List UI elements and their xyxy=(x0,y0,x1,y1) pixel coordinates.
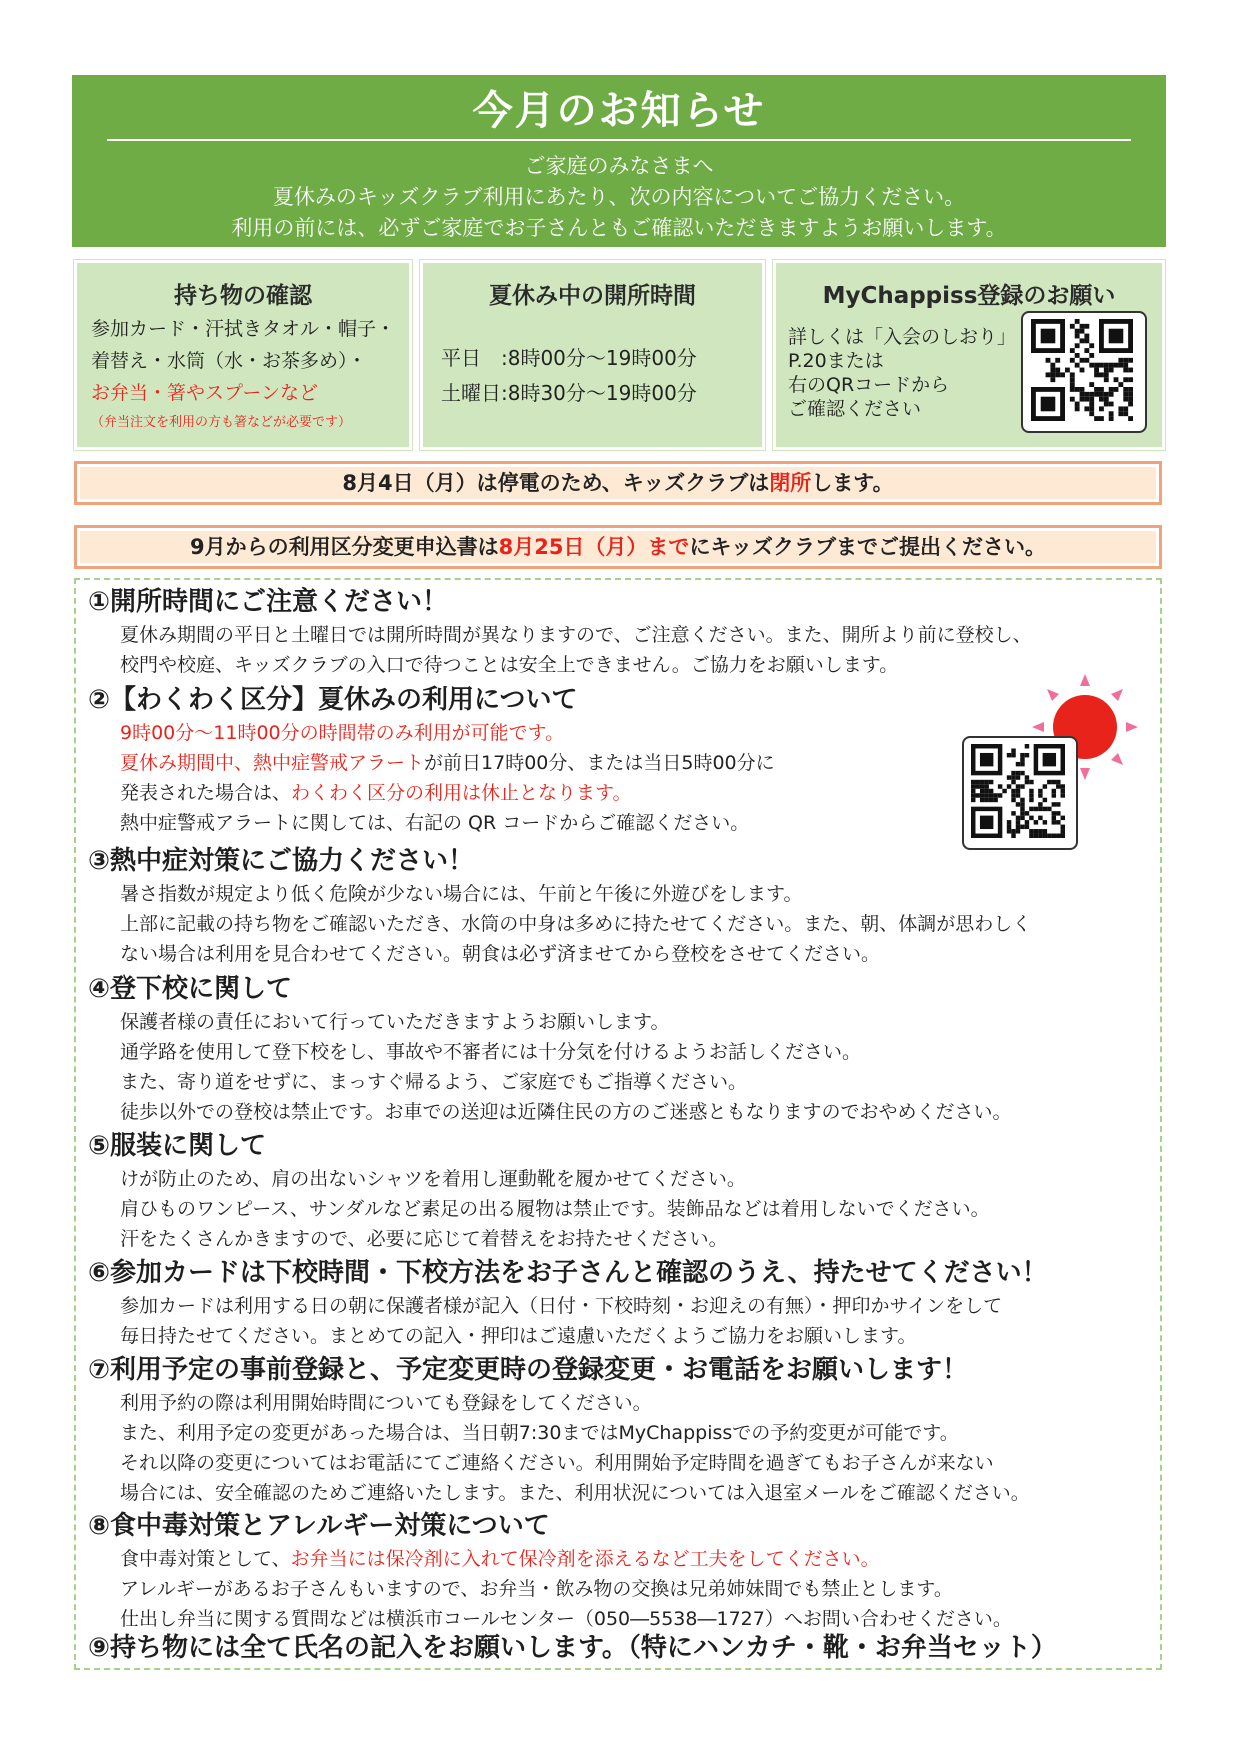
section-2 xyxy=(88,682,775,838)
hours-saturday: 土曜日:8時30分～19時00分 xyxy=(441,381,697,405)
section-7-title: ⑦利用予定の事前登録と、予定変更時の登録変更・お電話をお願いします！ xyxy=(88,1355,969,1385)
section-8-line: アレルギーがあるお子さんもいますので、お弁当・飲み物の交換は兄弟姉妹間でも禁止とします。 xyxy=(120,1578,953,1600)
items-list xyxy=(91,313,395,437)
header-divider xyxy=(107,139,1131,141)
hours-list xyxy=(441,341,697,411)
section-8 xyxy=(88,1508,1012,1634)
section-3-line: 暑さ指数が規定より低く危険が少ない場合には、午前と午後に外遊びをします。 xyxy=(120,883,803,905)
section-7-line: それ以降の変更についてはお電話にてご連絡ください。利用開始予定時間を過ぎてもお子さんが来ない xyxy=(120,1452,994,1474)
section-9 xyxy=(88,1630,1057,1666)
register-box xyxy=(773,260,1165,450)
section-6 xyxy=(88,1255,1048,1351)
section-6-title: ⑥参加カードは下校時間・下校方法をお子さんと確認のうえ、持たせてください！ xyxy=(88,1258,1048,1288)
section-4-line: 通学路を使用して登下校をし、事故や不審者には十分気を付けるようお話しください。 xyxy=(120,1041,862,1063)
register-line: P.20または xyxy=(788,350,884,372)
qr-code-icon[interactable] xyxy=(962,736,1078,850)
register-box-title: MyChappiss登録のお願い xyxy=(822,283,1116,309)
items-line: 着替え・水筒（水・お茶多め）・ xyxy=(91,350,367,372)
notice-deadline-text: にキッズクラブまでご提出ください。 xyxy=(689,535,1047,559)
qr-code-icon[interactable] xyxy=(1021,311,1147,433)
notice-deadline xyxy=(74,525,1162,569)
notice-deadline-date: 8月25日（月）まで xyxy=(498,535,690,559)
section-8-highlight: お弁当には保冷剤に入れて保冷剤を添えるなど工夫をしてください。 xyxy=(290,1548,880,1570)
section-8-line xyxy=(120,1544,1012,1574)
hours-box-title: 夏休み中の開所時間 xyxy=(489,283,696,309)
register-text xyxy=(788,325,1016,421)
section-4 xyxy=(88,971,1011,1127)
section-1 xyxy=(88,584,1032,680)
section-5-line: けが防止のため、肩の出ないシャツを着用し運動靴を履かせてください。 xyxy=(120,1168,746,1190)
header-line-2: 夏休みのキッズクラブ利用にあたり、次の内容についてご協力ください。 xyxy=(272,185,966,209)
page-title: 今月のお知らせ xyxy=(472,88,766,134)
register-line: 詳しくは「入会のしおり」 xyxy=(788,326,1017,348)
section-5-title: ⑤服装に関して xyxy=(88,1131,267,1161)
section-4-line: 徒歩以外での登校は禁止です。お車での送迎は近隣住民の方のご迷惑ともなりますのでおやめください。 xyxy=(120,1101,1012,1123)
section-8-line: 仕出し弁当に関する質問などは横浜市コールセンター（050―5538―1727）へお問い合わせください。 xyxy=(120,1608,1012,1630)
header-banner xyxy=(72,75,1166,247)
section-6-line: 毎日持たせてください。まとめての記入・押印はご遠慮いただくようご協力をお願いします。 xyxy=(120,1325,917,1347)
items-box xyxy=(74,260,412,450)
section-2-line: 9時00分～11時00分の時間帯のみ利用が可能です。 xyxy=(120,722,565,744)
section-4-title: ④登下校に関して xyxy=(88,974,293,1004)
section-4-line: 保護者様の責任において行っていただきますようお願いします。 xyxy=(120,1011,670,1033)
section-7-line: 利用予約の際は利用開始時間についても登録をしてください。 xyxy=(120,1392,652,1414)
section-2-text: 発表された場合は、 xyxy=(120,782,292,804)
notice-closure-text: 8月4日（月）は停電のため、キッズクラブは xyxy=(342,471,770,495)
section-7-line: 場合には、安全確認のためご連絡いたします。また、利用状況については入退室メールをご確認ください。 xyxy=(120,1482,1030,1504)
items-line-highlight: お弁当・箸やスプーンなど xyxy=(91,382,319,404)
section-7 xyxy=(88,1352,1030,1508)
section-3 xyxy=(88,843,1031,969)
items-box-title: 持ち物の確認 xyxy=(174,283,312,309)
section-4-line: また、寄り道をせずに、まっすぐ帰るよう、ご家庭でもご指導ください。 xyxy=(120,1071,748,1093)
section-2-suspend: わくわく区分の利用は休止となります。 xyxy=(291,782,632,804)
hours-weekday: 平日 :8時00分～19時00分 xyxy=(441,346,697,370)
qr-pattern xyxy=(1029,319,1135,421)
section-3-line: ない場合は利用を見合わせてください。朝食は必ず済ませてから登校をさせてください。 xyxy=(120,943,881,965)
notice-closure xyxy=(74,461,1162,505)
header-line-3: 利用の前には、必ずご家庭でお子さんともご確認いただきますようお願いします。 xyxy=(231,216,1007,240)
section-2-text: が前日17時00分、または当日5時00分に xyxy=(424,752,775,774)
section-3-title: ③熱中症対策にご協力ください！ xyxy=(88,846,475,876)
section-8-title: ⑧食中毒対策とアレルギー対策について xyxy=(88,1511,550,1541)
section-3-line: 上部に記載の持ち物をご確認いただき、水筒の中身は多めに持たせてください。また、朝、体調が思わしく xyxy=(120,913,1032,935)
section-1-title: ①開所時間にご注意ください！ xyxy=(88,587,449,617)
notice-closure-text: します。 xyxy=(811,471,894,495)
header-intro xyxy=(72,151,1166,244)
section-1-line: 夏休み期間の平日と土曜日では開所時間が異なりますので、ご注意ください。また、開所より前に登校し、 xyxy=(120,624,1032,646)
notice-closure-highlight: 閉所 xyxy=(769,471,812,495)
hours-box xyxy=(420,260,765,450)
section-5-line: 肩ひものワンピース、サンダルなど素足の出る履物は禁止です。装飾品などは着用しないでください。 xyxy=(120,1198,990,1220)
section-8-text: 食中毒対策として、 xyxy=(120,1548,291,1570)
section-1-line: 校門や校庭、キッズクラブの入口で待つことは安全上できません。ご協力をお願いします。 xyxy=(120,654,899,676)
header-line-1: ご家庭のみなさまへ xyxy=(524,154,714,178)
items-note: （弁当注文を利用の方も箸などが必要です） xyxy=(91,415,352,430)
section-5 xyxy=(88,1128,990,1254)
section-6-line: 参加カードは利用する日の朝に保護者様が記入（日付・下校時刻・お迎えの有無）・押印かサインをして xyxy=(120,1295,1003,1317)
section-2-line: 熱中症警戒アラートに関しては、右記の QR コードからご確認ください。 xyxy=(120,812,750,834)
items-line: 参加カード・汗拭きタオル・帽子・ xyxy=(91,318,396,340)
section-9-title: ⑨持ち物には全て氏名の記入をお願いします。（特にハンカチ・靴・お弁当セット） xyxy=(88,1633,1057,1663)
section-5-line: 汗をたくさんかきますので、必要に応じて着替えをお持たせください。 xyxy=(120,1228,728,1250)
section-2-alert: 夏休み期間中、熱中症警戒アラート xyxy=(120,752,425,774)
section-2-line xyxy=(120,748,775,778)
qr-pattern xyxy=(970,744,1066,838)
section-2-line xyxy=(120,778,775,808)
section-7-line: また、利用予定の変更があった場合は、当日朝7:30まではMyChappissでの予約変更が可能です。 xyxy=(120,1422,959,1444)
section-2-title: ②【わくわく区分】夏休みの利用について xyxy=(88,685,578,715)
notice-deadline-text: 9月からの利用区分変更申込書は xyxy=(189,535,499,559)
register-line: 右のQRコードから xyxy=(788,374,950,396)
register-line: ご確認ください xyxy=(788,398,922,420)
